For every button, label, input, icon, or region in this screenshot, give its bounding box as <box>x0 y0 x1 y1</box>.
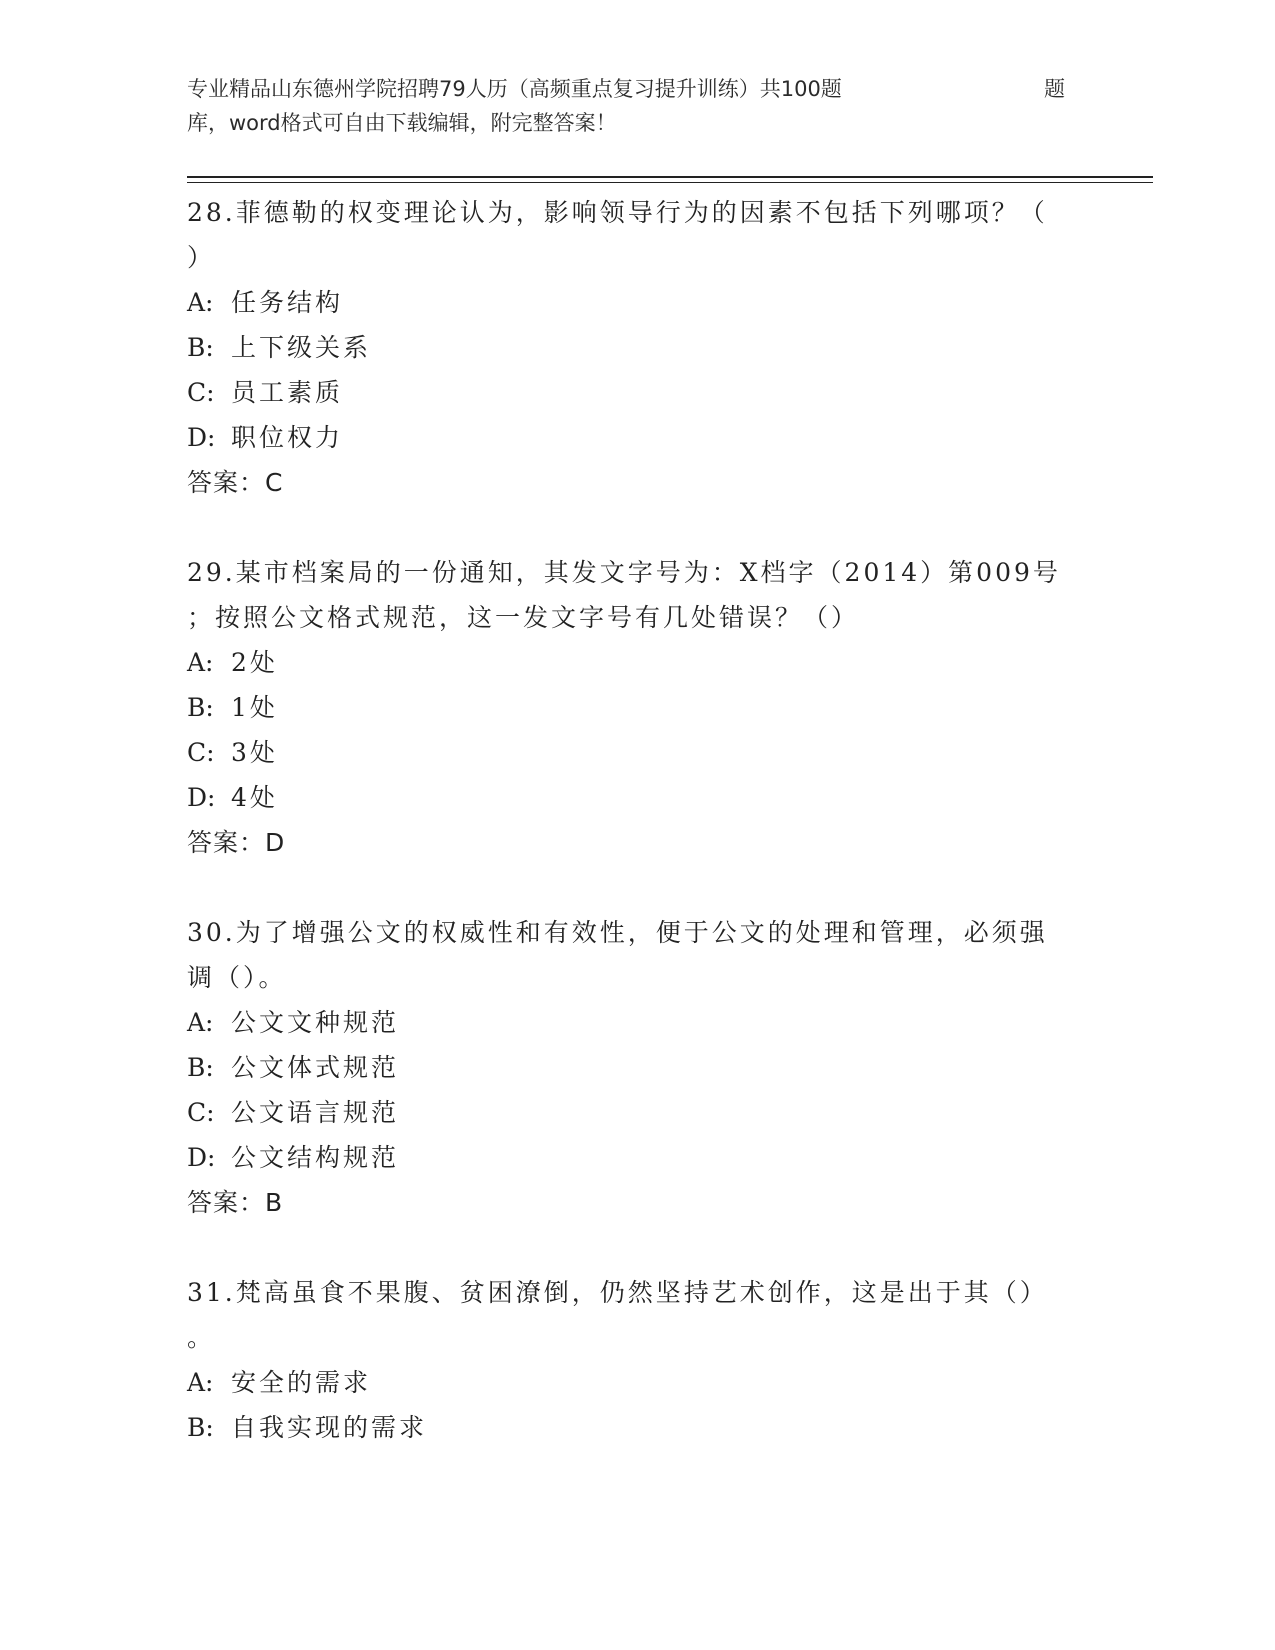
option-label: B: <box>187 693 214 722</box>
option-a <box>187 640 1067 685</box>
answer: 答案：B <box>187 1188 284 1217</box>
question-31 <box>187 1270 1067 1450</box>
option-text: 2处 <box>231 648 278 677</box>
option-text: 公文体式规范 <box>231 1053 400 1082</box>
option-label: B: <box>187 1413 214 1442</box>
option-c <box>187 370 1067 415</box>
option-text: 3处 <box>231 738 278 767</box>
option-text: 安全的需求 <box>231 1368 372 1397</box>
header-title: 专业精品山东德州学院招聘79人历（高频重点复习提升训练）共100题 <box>187 77 842 101</box>
option-label: A: <box>187 648 214 677</box>
question-30 <box>187 910 1067 1225</box>
option-c <box>187 730 1067 775</box>
option-label: A: <box>187 1368 214 1397</box>
option-b <box>187 685 1067 730</box>
option-label: D: <box>187 1143 216 1172</box>
header-line-1 <box>187 72 1087 106</box>
header-title-tail: 题 <box>1044 77 1065 101</box>
answer: 答案：C <box>187 468 284 497</box>
header-line-2: 库，word格式可自由下载编辑，附完整答案！ <box>187 111 617 135</box>
option-text: 公文文种规范 <box>231 1008 400 1037</box>
question-list <box>187 190 1067 1495</box>
option-a <box>187 1000 1067 1045</box>
option-text: 职位权力 <box>231 423 344 452</box>
question-stem-line: ；按照公文格式规范，这一发文字号有几处错误？（） <box>187 603 860 632</box>
option-label: C: <box>187 1098 215 1127</box>
option-label: D: <box>187 783 216 812</box>
question-stem-line: 。 <box>187 1323 216 1352</box>
option-label: B: <box>187 1053 214 1082</box>
option-label: A: <box>187 1008 214 1037</box>
question-stem-line: 28.菲德勒的权变理论认为，影响领导行为的因素不包括下列哪项？（ <box>187 198 1048 227</box>
option-b <box>187 325 1067 370</box>
option-c <box>187 1090 1067 1135</box>
option-d <box>187 775 1067 820</box>
document-header <box>187 72 1087 140</box>
option-text: 公文语言规范 <box>231 1098 400 1127</box>
option-text: 4处 <box>231 783 278 812</box>
option-b <box>187 1045 1067 1090</box>
header-divider-thick <box>187 176 1153 178</box>
option-text: 任务结构 <box>231 288 344 317</box>
option-label: B: <box>187 333 214 362</box>
option-label: C: <box>187 738 215 767</box>
option-label: C: <box>187 378 215 407</box>
question-stem-line: 30.为了增强公文的权威性和有效性，便于公文的处理和管理，必须强 <box>187 918 1048 947</box>
option-b <box>187 1405 1067 1450</box>
question-29 <box>187 550 1067 865</box>
option-text: 1处 <box>231 693 278 722</box>
question-stem-line: ） <box>187 243 216 272</box>
option-d <box>187 1135 1067 1180</box>
option-label: A: <box>187 288 214 317</box>
option-text: 公文结构规范 <box>231 1143 400 1172</box>
option-a <box>187 1360 1067 1405</box>
option-text: 员工素质 <box>231 378 344 407</box>
answer: 答案：D <box>187 828 286 857</box>
option-text: 上下级关系 <box>231 333 372 362</box>
option-text: 自我实现的需求 <box>231 1413 428 1442</box>
option-a <box>187 280 1067 325</box>
question-28 <box>187 190 1067 505</box>
header-divider-thin <box>187 182 1153 183</box>
option-label: D: <box>187 423 216 452</box>
question-stem-line: 调（）。 <box>187 963 287 992</box>
question-stem-line: 29.某市档案局的一份通知，其发文字号为：X档字（2014）第009号 <box>187 558 1061 587</box>
option-d <box>187 415 1067 460</box>
question-stem-line: 31.梵高虽食不果腹、贫困潦倒，仍然坚持艺术创作，这是出于其（） <box>187 1278 1048 1307</box>
